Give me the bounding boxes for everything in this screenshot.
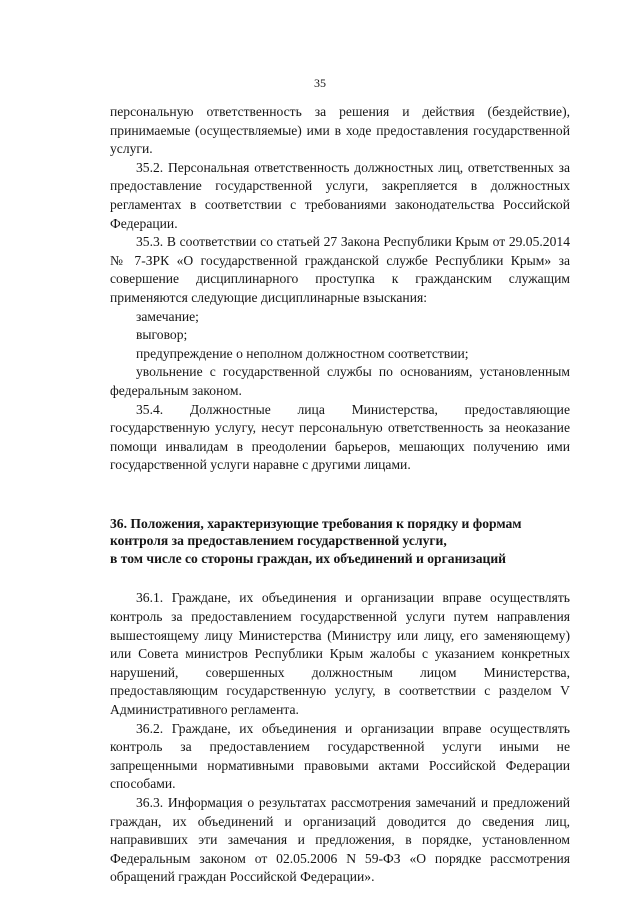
penalty-item-reprimand-notice: замечание; — [136, 308, 199, 324]
document-body — [110, 103, 570, 887]
paragraph-36-2: 36.2. Граждане, их объединения и организации вправе осуществлять контроль за предоставлением государственной услуги иными не запрещенными нормативными правовыми актами Российской Федерации способами. — [110, 720, 570, 792]
paragraph-36-1: 36.1. Граждане, их объединения и организации вправе осуществлять контроль за предоставлением государственной услуги путем направления вышестоящему лицу Министерства (Министру или лицу, его заменяющему) или Совета министров Республики Крым жалобы с указанием конкретных нарушений, совершенных должностным лицом Министерства, предоставляющим государственную услугу, в соответствии с разделом V Административного регламента. — [110, 590, 570, 717]
section-36-heading — [110, 515, 570, 568]
section-heading-line-1: 36. Положения, характеризующие требования к порядку и формам — [110, 515, 522, 531]
paragraph-35-3: 35.3. В соответствии со статьей 27 Закона Республики Крым от 29.05.2014 № 7-ЗРК «О государственной гражданской службе Республики Крым» за совершение дисциплинарного проступка к гражданским служащим применяются следующие дисциплинарные взыскания: — [110, 234, 570, 305]
paragraph-35-2: 35.2. Персональная ответственность должностных лиц, ответственных за предоставление государственной услуги, закрепляется в должностных регламентах в соответствии с требованиями законодательства Российской Федерации. — [110, 159, 570, 231]
heading-spacer — [110, 567, 570, 589]
paragraph-35-1-continuation: персональную ответственность за решения и действия (бездействие), принимаемые (осуществляемые) ими в ходе предоставления государственной услуги. — [110, 104, 570, 157]
page-number: 35 — [314, 76, 326, 90]
penalty-item-warning: предупреждение о неполном должностном соответствии; — [136, 345, 469, 361]
penalty-item-dismissal: увольнение с государственной службы по основаниям, установленным федеральным законом. — [110, 364, 570, 398]
paragraph-36-3: 36.3. Информация о результатах рассмотрения замечаний и предложений граждан, их объединений и организаций доводится до сведения лиц, направивших эти замечания и предложения, в порядке, установленном Федеральным законом от 02.05.2006 N 59-ФЗ «О порядке рассмотрения обращений граждан Российской Федерации». — [110, 794, 570, 885]
section-heading-line-3: в том числе со стороны граждан, их объединений и организаций — [110, 550, 506, 566]
section-heading-line-2: контроля за предоставлением государственной услуги, — [110, 533, 447, 549]
penalty-item-reprimand: выговор; — [136, 327, 188, 343]
section-spacer — [110, 475, 570, 515]
paragraph-35-4: 35.4. Должностные лица Министерства, предоставляющие государственную услугу, несут персональную ответственность за неоказание помощи инвалидам в преодолении барьеров, мешающих получению ими государственной услуги наравне с другими лицами. — [110, 401, 570, 473]
